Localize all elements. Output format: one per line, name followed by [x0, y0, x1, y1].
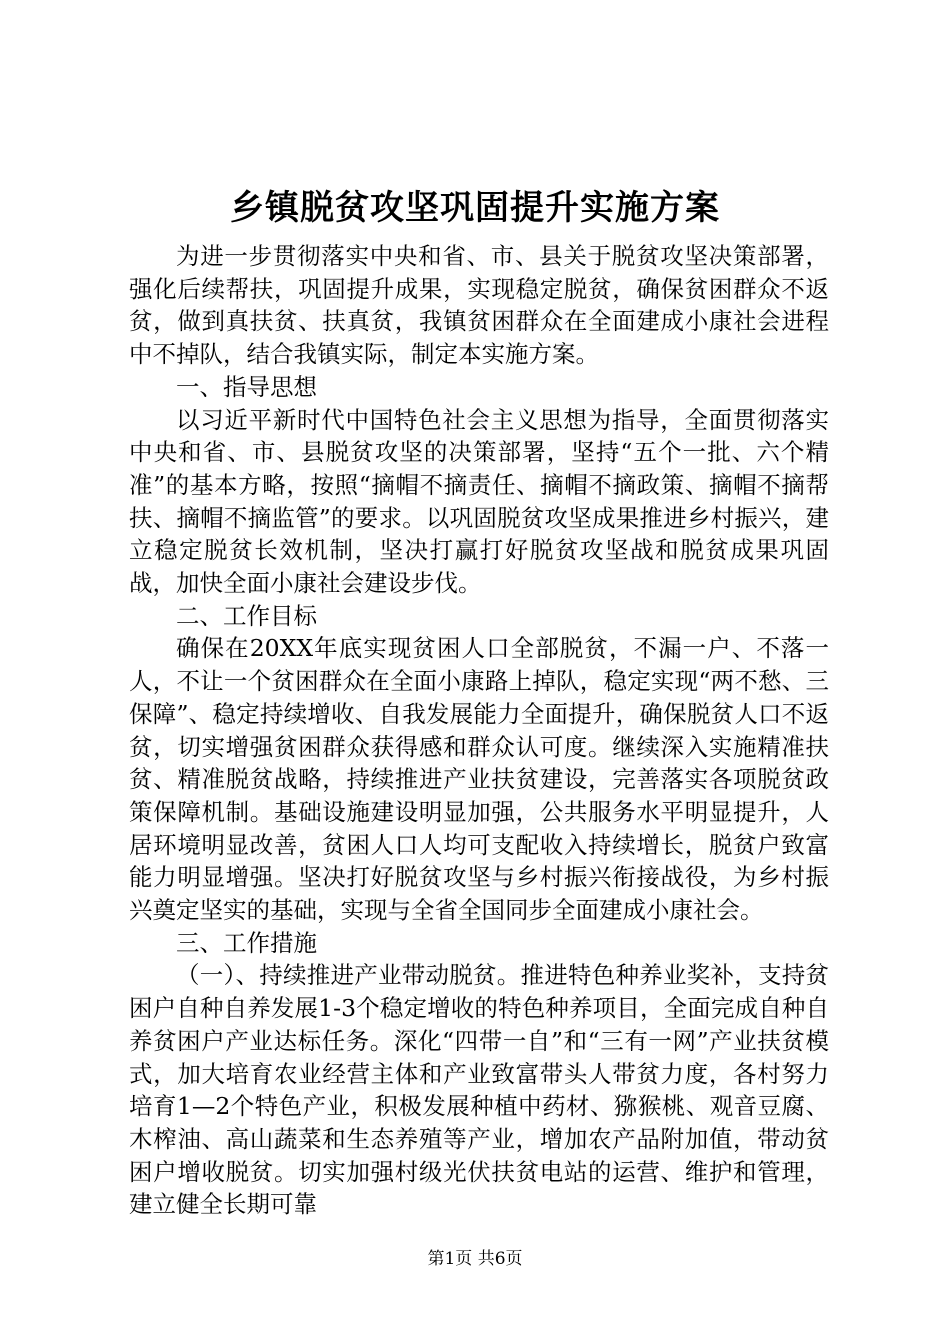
section-paragraph-guiding-ideology: 以习近平新时代中国特色社会主义思想为指导，全面贯彻落实中央和省、市、县脱贫攻坚的决策部署，坚持“五个一批、六个精准”的基本方略，按照“摘帽不摘责任、摘帽不摘政策、摘帽不摘帮扶、摘帽不摘监管”的要求。以巩固脱贫攻坚成果推进乡村振兴，建立稳定脱贫长效机制，坚决打赢打好脱贫攻坚战和脱贫成果巩固战，加快全面小康社会建设步伐。: [129, 405, 829, 598]
page-number-footer: 第1页 共6页: [427, 1249, 523, 1269]
section-heading-work-goals: 二、工作目标: [176, 601, 317, 630]
section-heading-work-measures: 三、工作措施: [176, 928, 317, 957]
section-heading-guiding-ideology: 一、指导思想: [176, 372, 317, 401]
document-title: 乡镇脱贫攻坚巩固提升实施方案: [230, 188, 720, 228]
intro-paragraph: 为进一步贯彻落实中央和省、市、县关于脱贫攻坚决策部署，强化后续帮扶，巩固提升成果，实现稳定脱贫，确保贫困群众不返贫，做到真扶贫、扶真贫，我镇贫困群众在全面建成小康社会进程中不掉队，结合我镇实际，制定本实施方案。: [129, 242, 829, 369]
document-body: [129, 240, 829, 1221]
section-paragraph-work-goals: 确保在20XX年底实现贫困人口全部脱贫，不漏一户、不落一人，不让一个贫困群众在全面小康路上掉队，稳定实现“两不愁、三保障”、稳定持续增收、自我发展能力全面提升，确保脱贫人口不返贫，切实增强贫困群众获得感和群众认可度。继续深入实施精准扶贫、精准脱贫战略，持续推进产业扶贫建设，完善落实各项脱贫政策保障机制。基础设施建设明显加强，公共服务水平明显提升，人居环境明显改善，贫困人口人均可支配收入持续增长，脱贫户致富能力明显增强。坚决打好脱贫攻坚与乡村振兴衔接战役，为乡村振兴奠定坚实的基础，实现与全省全国同步全面建成小康社会。: [129, 634, 829, 925]
section-paragraph-work-measures: （一）、持续推进产业带动脱贫。推进特色种养业奖补，支持贫困户自种自养发展1-3个稳定增收的特色种养项目，全面完成自种自养贫困户产业达标任务。深化“四带一自”和“三有一网”产业扶贫模式，加大培育农业经营主体和产业致富带头人带贫力度，各村努力培育1—2个特色产业，积极发展种植中药材、猕猴桃、观音豆腐、木榨油、高山蔬菜和生态养殖等产业，增加农产品附加值，带动贫困户增收脱贫。切实加强村级光伏扶贫电站的运营、维护和管理，建立健全长期可靠: [129, 961, 829, 1219]
